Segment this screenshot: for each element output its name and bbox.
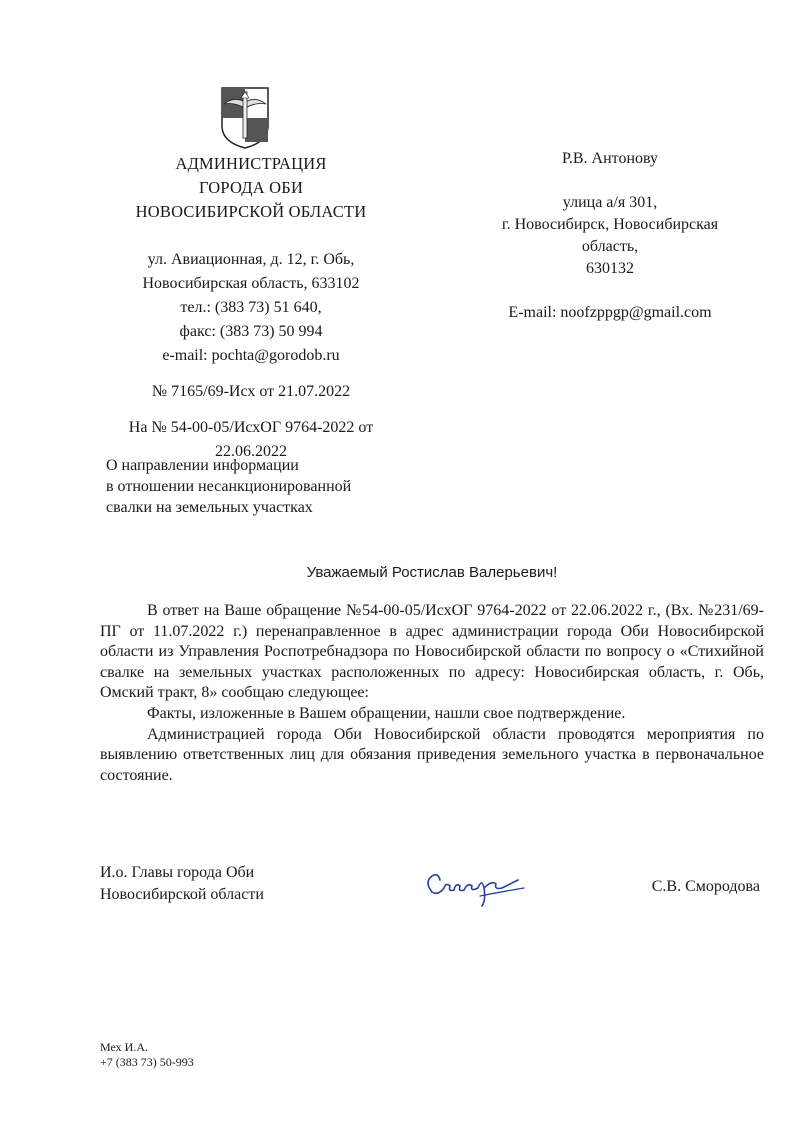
recipient-street: улица а/я 301, [562, 194, 658, 211]
body-paragraph-2: Факты, изложенные в Вашем обращении, нашли свое подтверждение. [147, 704, 626, 722]
executor-block [100, 1040, 300, 1070]
sender-org-line1: АДМИНИСТРАЦИЯ [175, 154, 327, 173]
body-paragraph-1: В ответ на Ваше обращение №54-00-05/ИсхОГ 9764-2022 от 22.06.2022 г., (Вх. №231/69-ПГ от 11.07.2022 г.) перенаправленное в адрес администрации города Оби Новосибирской области из Управления Роспотребнадзора по Новосибирской области по вопросу о «Стихийной свалке на земельных участках расположенных по адресу: Новосибирская область, г. Обь, Омский тракт, 8» сообщаю следующее: [100, 602, 764, 702]
handwritten-signature [420, 862, 530, 910]
recipient-block [478, 148, 742, 324]
sender-email: e-mail: pochta@gorodob.ru [162, 347, 340, 364]
sender-address-line1: ул. Авиационная, д. 12, г. Обь, [147, 251, 355, 268]
recipient-email: E-mail: noofzppgp@gmail.com [508, 304, 712, 321]
sender-address-line2: Новосибирская область, 633102 [142, 275, 360, 292]
outgoing-number: № 7165/69-Исх от 21.07.2022 [151, 383, 351, 400]
subject-line1: О направлении информации [106, 457, 299, 474]
letter-body [100, 601, 764, 786]
body-paragraph-3: Администрацией города Оби Новосибирской области проводятся мероприятия по выявлению ответственных лиц для обязания приведения земельного участка в первоначальное состояние. [100, 725, 764, 784]
coat-of-arms-icon [220, 86, 270, 150]
signatory-title-line2: Новосибирской области [100, 886, 264, 903]
signatory-title [100, 862, 360, 906]
sender-fax: факс: (383 73) 50 994 [179, 323, 323, 340]
recipient-city-line1: г. Новосибирск, Новосибирская [501, 216, 719, 233]
recipient-city-line2: область, [581, 238, 639, 255]
recipient-postcode: 630132 [586, 260, 634, 277]
executor-phone: +7 (383 73) 50-993 [100, 1055, 194, 1069]
subject-line3: свалки на земельных участках [106, 499, 313, 516]
signatory-name: С.В. Смородова [651, 878, 760, 895]
executor-name: Мех И.А. [100, 1040, 149, 1054]
sender-org-line2: ГОРОДА ОБИ [198, 178, 304, 197]
reply-reference-line1: На № 54-00-05/ИсхОГ 9764-2022 от [128, 419, 374, 436]
salutation: Уважаемый Ростислав Валерьевич! [306, 564, 558, 581]
sender-block [100, 152, 402, 464]
sender-phone: тел.: (383 73) 51 640, [180, 299, 322, 316]
reply-reference-line2: 22.06.2022 [215, 443, 287, 460]
signatory-title-line1: И.о. Главы города Оби [100, 864, 255, 881]
letter-subject [106, 455, 406, 518]
sender-org-line3: НОВОСИБИРСКОЙ ОБЛАСТИ [135, 202, 367, 221]
subject-line2: в отношении несанкционированной [106, 478, 352, 495]
recipient-name: Р.В. Антонову [561, 150, 659, 167]
